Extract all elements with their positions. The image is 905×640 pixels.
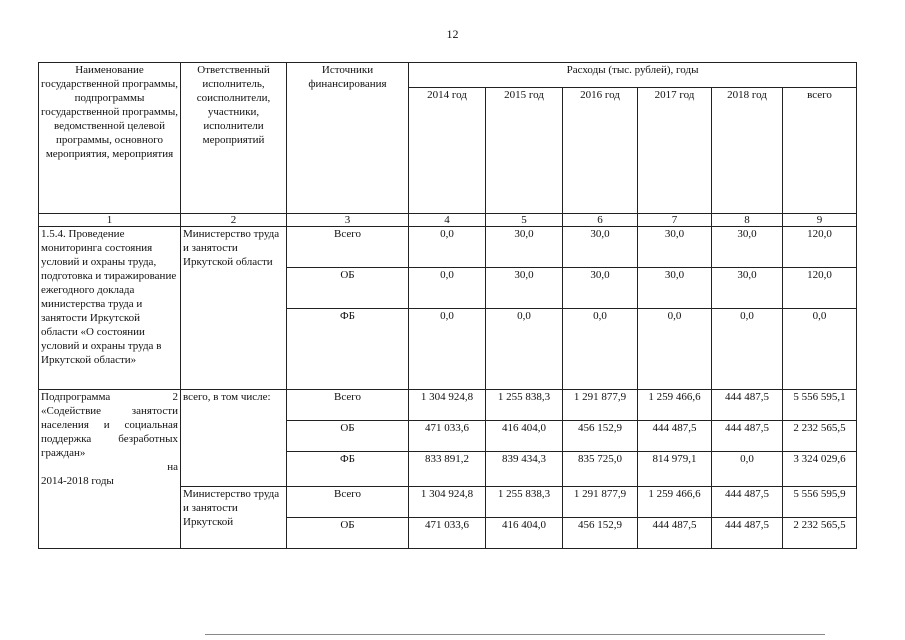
value-2014: 471 033,6: [409, 518, 486, 549]
value-2018: 444 487,5: [712, 487, 783, 518]
page-number: 12: [446, 27, 459, 41]
value-total: 3 324 029,6: [783, 452, 857, 487]
column-number: 4: [409, 214, 486, 227]
table-row: [39, 390, 857, 421]
value-2016: 835 725,0: [563, 452, 638, 487]
funding-source: ФБ: [287, 452, 409, 487]
activity-name: 1.5.4. Проведение мониторинга состояния условий и охраны труда, подготовка и тиражирование ежегодного доклада министерства труда и занятости Иркутской области «О состоянии условий и охраны труда в Иркутской области»: [39, 227, 181, 390]
subprogram-name: [39, 390, 181, 549]
value-2014: 0,0: [409, 309, 486, 390]
header-expenses: Расходы (тыс. рублей), годы: [409, 63, 857, 88]
value-2015: 416 404,0: [486, 421, 563, 452]
subprogram-title-line: [41, 390, 178, 404]
value-2017: 30,0: [638, 268, 712, 309]
value-total: 5 556 595,9: [783, 487, 857, 518]
value-2016: 30,0: [563, 268, 638, 309]
value-2016: 30,0: [563, 227, 638, 268]
value-2018: 30,0: [712, 268, 783, 309]
value-2017: 444 487,5: [638, 421, 712, 452]
value-2017: 444 487,5: [638, 518, 712, 549]
value-2014: 471 033,6: [409, 421, 486, 452]
value-2017: 30,0: [638, 227, 712, 268]
header-total: всего: [783, 88, 857, 214]
value-2018: 30,0: [712, 227, 783, 268]
funding-source: Всего: [287, 487, 409, 518]
value-2014: 833 891,2: [409, 452, 486, 487]
column-numbers-row: [39, 214, 857, 227]
value-2014: 0,0: [409, 268, 486, 309]
value-total: 120,0: [783, 268, 857, 309]
value-2017: 1 259 466,6: [638, 390, 712, 421]
subprogram-title: «Содействие занятости населения и социальная поддержка безработных граждан»: [41, 405, 178, 459]
header-year-2015: 2015 год: [486, 88, 563, 214]
funding-source: Всего: [287, 227, 409, 268]
header-year-2014: 2014 год: [409, 88, 486, 214]
value-2016: 1 291 877,9: [563, 390, 638, 421]
value-2016: 0,0: [563, 309, 638, 390]
value-2017: 1 259 466,6: [638, 487, 712, 518]
funding-source: Всего: [287, 390, 409, 421]
page-bottom-rule: [205, 634, 825, 635]
value-2015: 30,0: [486, 268, 563, 309]
value-total: 2 232 565,5: [783, 518, 857, 549]
value-2017: 0,0: [638, 309, 712, 390]
subprogram-na: на: [167, 461, 178, 473]
budget-table: [38, 62, 857, 549]
subprogram-period-line: [41, 460, 178, 474]
column-number: 1: [39, 214, 181, 227]
column-number: 8: [712, 214, 783, 227]
header-year-2018: 2018 год: [712, 88, 783, 214]
value-2014: 1 304 924,8: [409, 390, 486, 421]
funding-source: ОБ: [287, 268, 409, 309]
value-2018: 444 487,5: [712, 421, 783, 452]
value-2015: 30,0: [486, 227, 563, 268]
column-number: 2: [181, 214, 287, 227]
column-number: 6: [563, 214, 638, 227]
executor-name: Министерство труда и занятости Иркутской: [181, 487, 287, 549]
header-program-name: Наименование государственной программы, подпрограммы государственной программы, ведомственной целевой программы, основного мероприятия, мероприятия: [39, 63, 181, 214]
header-executor: Ответственный исполнитель, соисполнители, участники, исполнители мероприятий: [181, 63, 287, 214]
subprogram-period: 2014-2018 годы: [41, 475, 114, 487]
value-2016: 1 291 877,9: [563, 487, 638, 518]
value-2018: 444 487,5: [712, 518, 783, 549]
value-2015: 1 255 838,3: [486, 487, 563, 518]
column-number: 5: [486, 214, 563, 227]
value-total: 2 232 565,5: [783, 421, 857, 452]
funding-source: ФБ: [287, 309, 409, 390]
value-2017: 814 979,1: [638, 452, 712, 487]
funding-source: ОБ: [287, 421, 409, 452]
table-row: [39, 227, 857, 268]
value-total: 120,0: [783, 227, 857, 268]
funding-source: ОБ: [287, 518, 409, 549]
value-2014: 1 304 924,8: [409, 487, 486, 518]
subprogram-number: 2: [172, 391, 178, 403]
value-2015: 416 404,0: [486, 518, 563, 549]
header-sources: Источники финансирования: [287, 63, 409, 214]
column-number: 9: [783, 214, 857, 227]
executor-name: всего, в том числе:: [181, 390, 287, 487]
value-2015: 1 255 838,3: [486, 390, 563, 421]
value-2014: 0,0: [409, 227, 486, 268]
header-row: [39, 63, 857, 88]
value-total: 5 556 595,1: [783, 390, 857, 421]
value-2018: 0,0: [712, 452, 783, 487]
subprogram-label: Подпрограмма: [41, 391, 111, 403]
value-2016: 456 152,9: [563, 518, 638, 549]
value-2015: 0,0: [486, 309, 563, 390]
column-number: 7: [638, 214, 712, 227]
header-year-2016: 2016 год: [563, 88, 638, 214]
value-2018: 444 487,5: [712, 390, 783, 421]
column-number: 3: [287, 214, 409, 227]
header-year-2017: 2017 год: [638, 88, 712, 214]
value-2015: 839 434,3: [486, 452, 563, 487]
executor-name: Министерство труда и занятости Иркутской области: [181, 227, 287, 390]
value-total: 0,0: [783, 309, 857, 390]
value-2018: 0,0: [712, 309, 783, 390]
value-2016: 456 152,9: [563, 421, 638, 452]
